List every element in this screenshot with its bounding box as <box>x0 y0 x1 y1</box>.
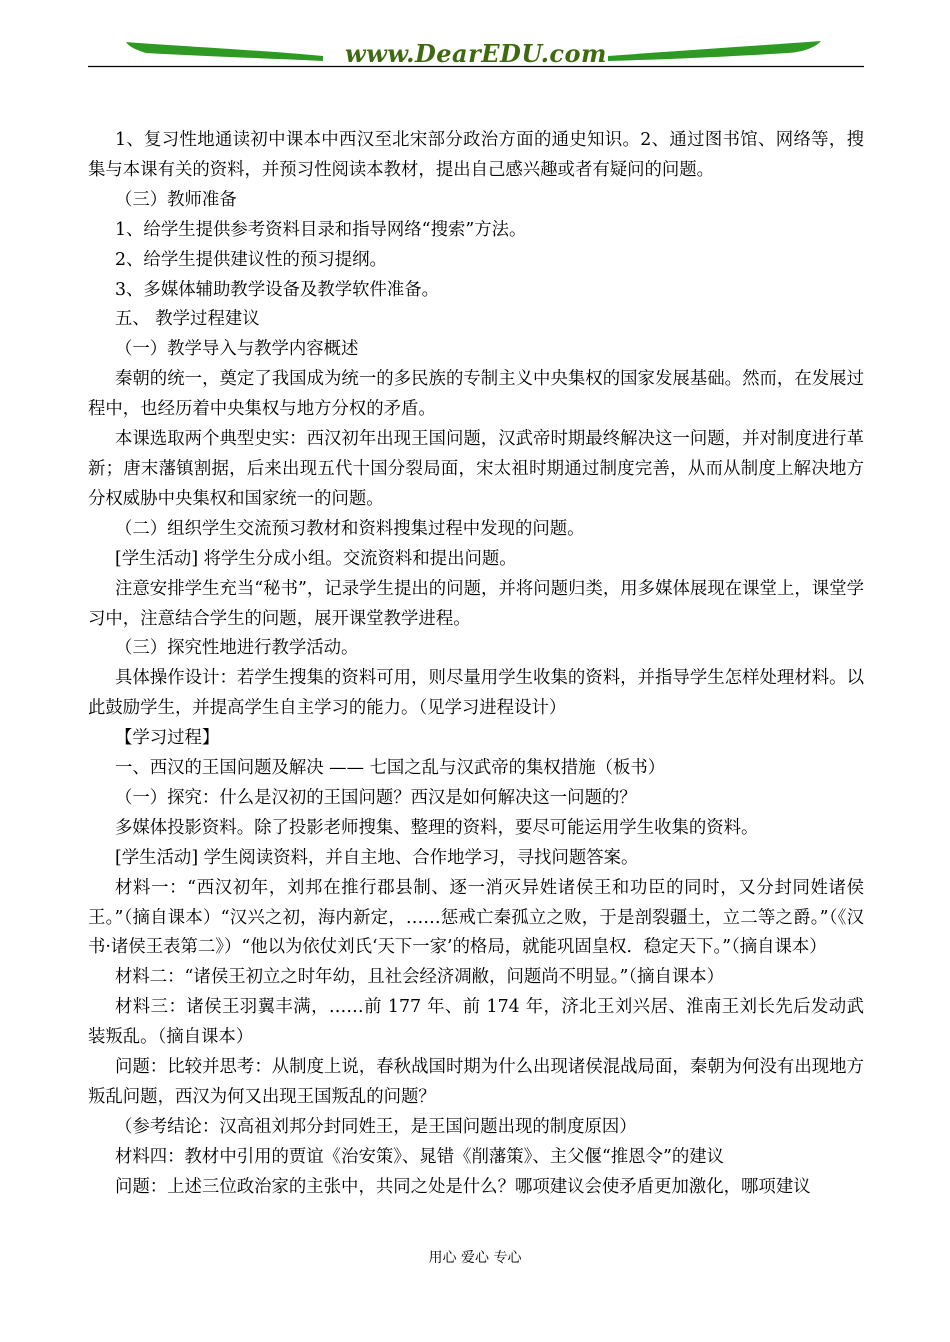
paragraph: [学生活动] 学生阅读资料，并自主地、合作地学习，寻找问题答案。 <box>114 847 639 868</box>
paragraph: 注意安排学生充当“秘书”，记录学生提出的问题，并将问题归类，用多媒体展现在课堂上，课堂学习中，注意结合学生的问题，展开课堂教学进程。 <box>88 578 864 629</box>
paragraph: 多媒体投影资料。除了投影老师搜集、整理的资料，要尽可能运用学生收集的资料。 <box>114 817 759 838</box>
paragraph: 3、多媒体辅助教学设备及教学软件准备。 <box>114 279 440 300</box>
paragraph: 材料三：诸侯王羽翼丰满，……前 177 年、前 174 年，济北王刘兴居、淮南王刘长先后发动武装叛乱。（摘自课本） <box>88 997 864 1048</box>
paragraph: 秦朝的统一，奠定了我国成为统一的多民族的专制主义中央集权的国家发展基础。然而，在发展过程中，也经历着中央集权与地方分权的矛盾。 <box>88 369 864 420</box>
page-header <box>88 36 864 70</box>
subsection-heading: （一）探究：什么是汉初的王国问题？西汉是如何解决这一问题的？ <box>114 787 637 808</box>
paragraph: 1、复习性地通读初中课本中西汉至北宋部分政治方面的通史知识。2、通过图书馆、网络等，搜集与本课有关的资料，并预习性阅读本教材，提出自己感兴趣或者有疑问的问题。 <box>88 130 864 180</box>
site-logo-text: www.DearEDU.com <box>345 39 607 68</box>
paragraph: 问题：比较并思考：从制度上说，春秋战国时期为什么出现诸侯混战局面，秦朝为何没有出现地方叛乱问题，西汉为何又出现王国叛乱的问题？ <box>88 1057 864 1107</box>
paragraph: [学生活动] 将学生分成小组。交流资料和提出问题。 <box>114 548 517 569</box>
document-body <box>88 126 864 1203</box>
paragraph: 具体操作设计：若学生搜集的资料可用，则尽量用学生收集的资料，并指导学生怎样处理材料。以此鼓励学生，并提高学生自主学习的能力。（见学习进程设计） <box>88 668 864 719</box>
section-heading: 五、 教学过程建议 <box>114 309 260 330</box>
paragraph: 材料四：教材中引用的贾谊《治安策》、晁错《削藩策》、主父偃“推恩令”的建议 <box>114 1146 725 1167</box>
paragraph: 1、给学生提供参考资料目录和指导网络“搜索”方法。 <box>114 219 527 240</box>
paragraph: （参考结论：汉高祖刘邦分封同姓王，是王国问题出现的制度原因） <box>114 1116 637 1137</box>
subsection-heading: （二）组织学生交流预习教材和资料搜集过程中发现的问题。 <box>114 518 585 539</box>
paragraph: 本课选取两个典型史实：西汉初年出现王国问题，汉武帝时期最终解决这一问题，并对制度进行革新；唐末藩镇割据，后来出现五代十国分裂局面，宋太祖时期通过制度完善，从而从制度上解决地方分权威胁中央集权和国家统一的问题。 <box>88 429 864 509</box>
page-footer: 用心 爱心 专心 <box>428 1250 522 1266</box>
subsection-heading: （三）探究性地进行教学活动。 <box>114 638 359 659</box>
section-heading: 【学习过程】 <box>114 728 220 749</box>
paragraph: （三）教师准备 <box>114 189 237 210</box>
paragraph: 材料二：“诸侯王初立之时年幼，且社会经济凋敝，问题尚不明显。”（摘自课本） <box>114 967 725 988</box>
section-heading: 一、西汉的王国问题及解决 —— 七国之乱与汉武帝的集权措施（板书） <box>114 758 666 779</box>
paragraph: 材料一：“西汉初年，刘邦在推行郡县制、逐一消灭异姓诸侯王和功臣的同时，又分封同姓诸侯王。”（摘自课本）“汉兴之初，海内新定，……惩戒亡秦孤立之败，于是剖裂疆土，立二等之爵。”（《汉书·诸侯王表第二》）“他以为依仗刘氏‘天下一家’的格局，就能巩固皇权．稳定天下。”（摘自课本） <box>88 877 864 958</box>
paragraph: 2、给学生提供建议性的预习提纲。 <box>114 249 387 270</box>
subsection-heading: （一）教学导入与教学内容概述 <box>114 339 359 360</box>
paragraph: 问题：上述三位政治家的主张中，共同之处是什么？哪项建议会使矛盾更加激化，哪项建议 <box>114 1176 811 1197</box>
